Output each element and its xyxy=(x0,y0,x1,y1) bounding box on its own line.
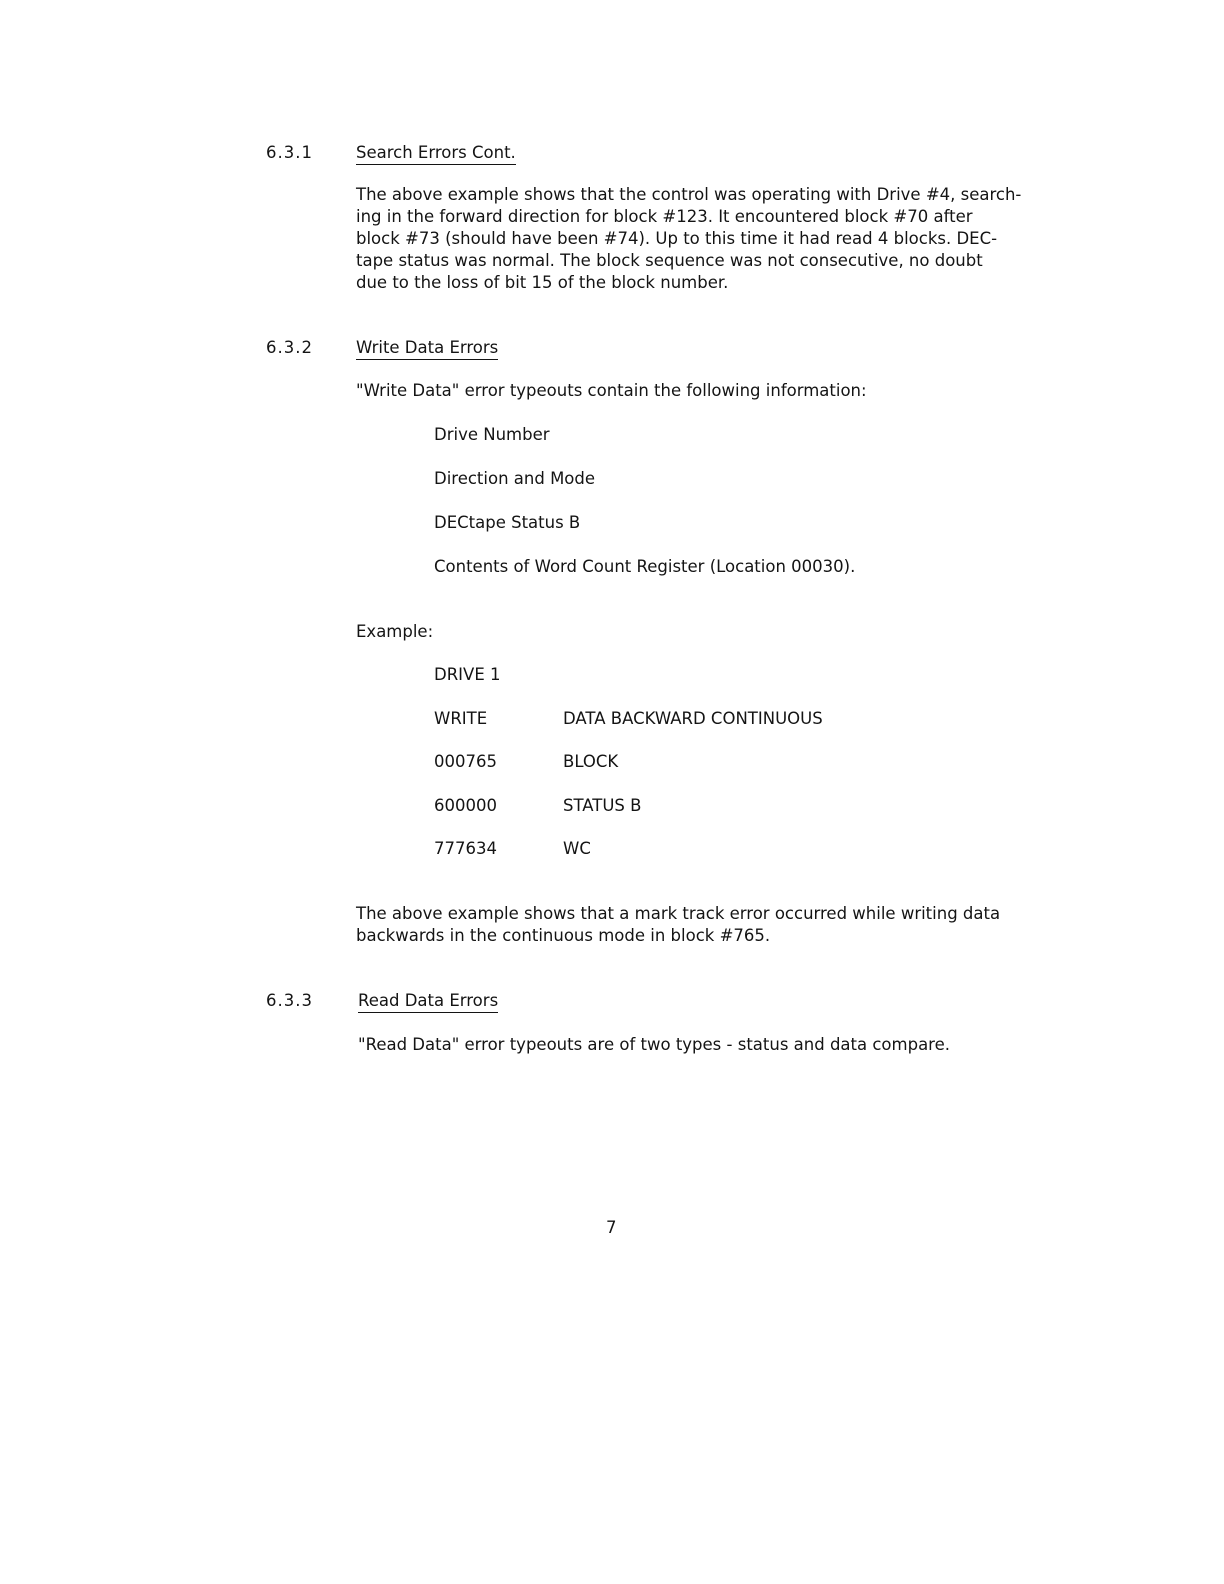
example-row-col2: DATA BACKWARD CONTINUOUS xyxy=(563,709,823,728)
example-row-col1: 777634 xyxy=(434,839,497,858)
example-row-col1: DRIVE 1 xyxy=(434,665,501,684)
example-label: Example: xyxy=(356,622,434,641)
paragraph xyxy=(356,903,1036,947)
paragraph-line: block #73 (should have been #74). Up to this time it had read 4 blocks. DEC- xyxy=(356,229,998,248)
section-heading: Write Data Errors xyxy=(356,338,498,360)
example-row-col2: BLOCK xyxy=(563,752,619,771)
section-number: 6.3.1 xyxy=(266,143,313,162)
section-heading: Read Data Errors xyxy=(358,991,498,1013)
list-item: DECtape Status B xyxy=(434,513,581,532)
section-heading: Search Errors Cont. xyxy=(356,143,516,165)
paragraph xyxy=(356,184,1036,294)
page-number: 7 xyxy=(606,1218,617,1237)
list-item: Direction and Mode xyxy=(434,469,596,488)
example-row-col1: 600000 xyxy=(434,796,497,815)
list-item: Drive Number xyxy=(434,425,550,444)
section-number: 6.3.3 xyxy=(266,991,313,1010)
paragraph: "Read Data" error typeouts are of two types - status and data compare. xyxy=(358,1035,951,1054)
paragraph-line: The above example shows that the control was operating with Drive #4, search- xyxy=(356,185,1022,204)
example-row-col2: WC xyxy=(563,839,591,858)
example-row-col1: WRITE xyxy=(434,709,488,728)
paragraph-line: due to the loss of bit 15 of the block number. xyxy=(356,273,729,292)
paragraph: "Write Data" error typeouts contain the following information: xyxy=(356,381,867,400)
paragraph-line: backwards in the continuous mode in block #765. xyxy=(356,926,771,945)
example-row-col2: STATUS B xyxy=(563,796,642,815)
section-number: 6.3.2 xyxy=(266,338,313,357)
list-item: Contents of Word Count Register (Location 00030). xyxy=(434,557,856,576)
paragraph-line: The above example shows that a mark track error occurred while writing data xyxy=(356,904,1001,923)
example-row-col1: 000765 xyxy=(434,752,497,771)
paragraph-line: ing in the forward direction for block #123. It encountered block #70 after xyxy=(356,207,973,226)
paragraph-line: tape status was normal. The block sequence was not consecutive, no doubt xyxy=(356,251,983,270)
